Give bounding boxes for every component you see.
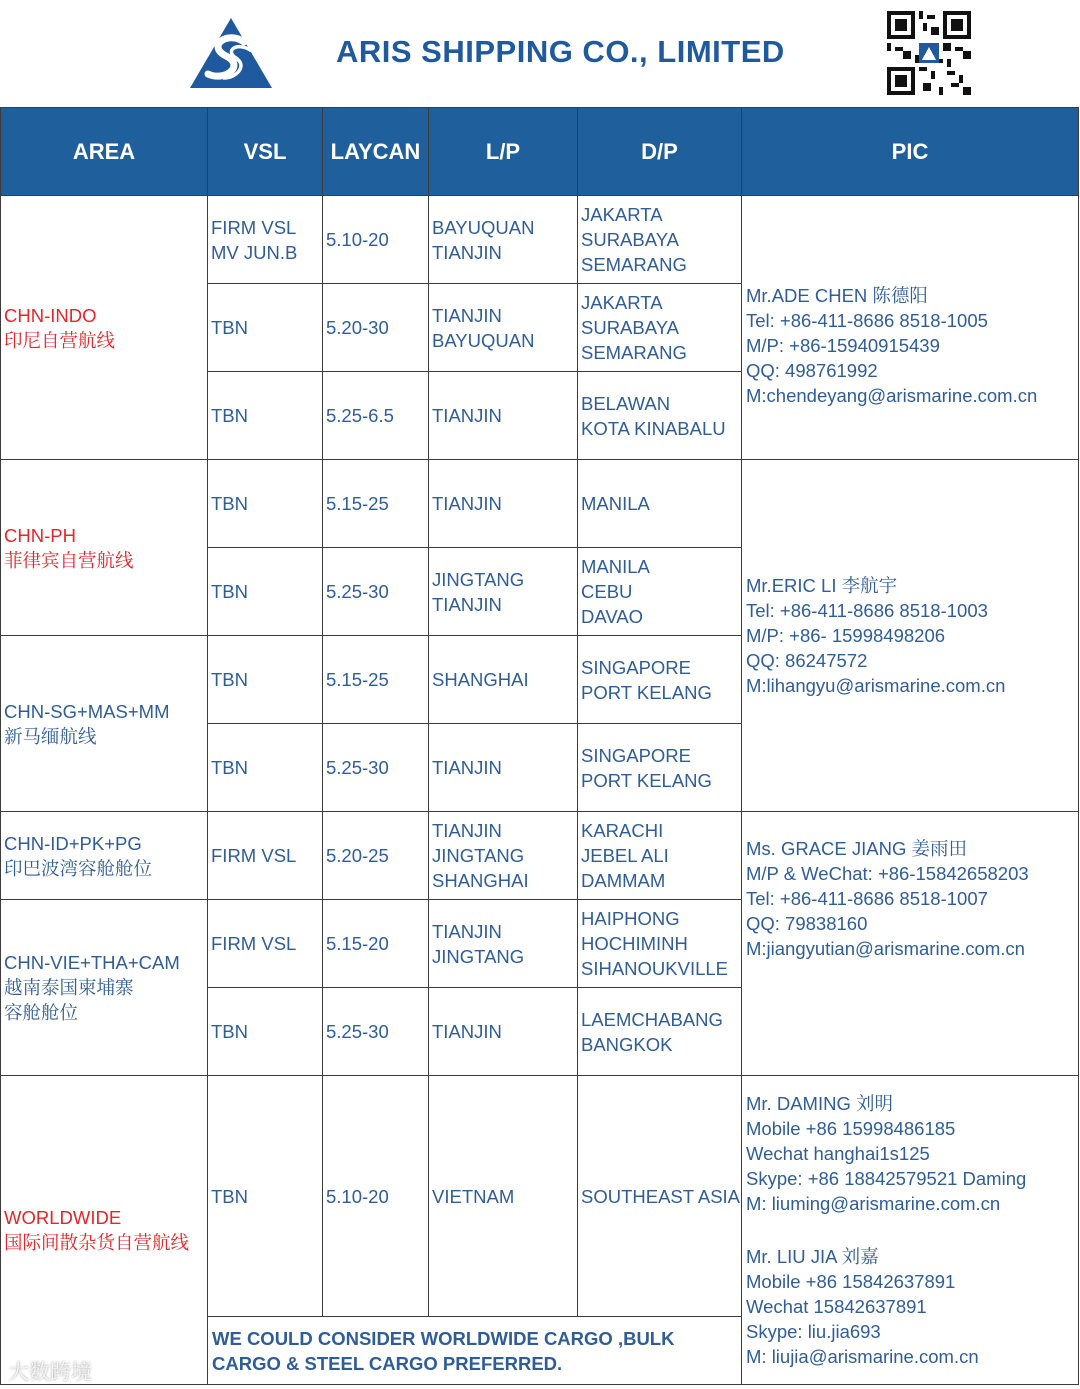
laycan-cell: 5.25-30: [326, 757, 389, 778]
area-route-cn: 国际间散杂货自营航线: [4, 1232, 190, 1253]
pic-name: Mr. DAMING 刘明: [746, 1093, 893, 1114]
pic-email: M: liuming@arismarine.com.cn: [746, 1193, 1001, 1214]
area-cell: [1, 812, 208, 900]
vsl-cell: TBN: [211, 1185, 248, 1207]
discharge-port-cell: LAEMCHABANG BANGKOK: [581, 1008, 723, 1055]
discharge-port-cell: BELAWAN KOTA KINABALU: [581, 392, 726, 439]
vsl-cell: TBN: [211, 317, 248, 338]
area-cell: [1, 900, 208, 1076]
loading-port-cell: TIANJIN: [432, 405, 502, 426]
pic-tel: Tel: +86-411-8686 8518-1005: [746, 310, 988, 331]
laycan-cell: 5.15-25: [326, 493, 389, 514]
area-route-cn: 越南泰国柬埔寨 容舱舱位: [4, 977, 134, 1023]
area-code: CHN-PH: [4, 524, 76, 546]
pic-cell: [742, 812, 1079, 1076]
company-logo-icon: [188, 16, 274, 90]
loading-port-cell: SHANGHAI: [432, 669, 529, 690]
pic-name-wrap: [746, 836, 1078, 1051]
pic-mobile: Mobile +86 15998486185: [746, 1118, 956, 1139]
area-cell: [1, 196, 208, 460]
column-header-dp: D/P: [578, 108, 742, 196]
vsl-cell: TBN: [211, 581, 248, 602]
discharge-port-cell: JAKARTA SURABAYA SEMARANG: [581, 204, 687, 275]
discharge-port-cell: SINGAPORE PORT KELANG: [581, 744, 712, 791]
laycan-cell: 5.20-30: [326, 317, 389, 338]
pic-email: M: liujia@arismarine.com.cn: [746, 1346, 979, 1367]
qr-code-icon: [887, 11, 971, 95]
discharge-port-cell: SINGAPORE PORT KELANG: [581, 656, 712, 703]
discharge-port-cell: HAIPHONG HOCHIMINH SIHANOUKVILLE: [581, 908, 729, 979]
pic-email: M:jiangyutian@arismarine.com.cn: [746, 938, 1025, 959]
pic-qq: QQ: 79838160: [746, 913, 868, 934]
pic-mobile: M/P: +86- 15998498206: [746, 625, 946, 646]
area-route-cn: 菲律宾自营航线: [4, 549, 134, 571]
table-row: [1, 460, 1079, 548]
area-code: CHN-VIE+THA+CAM: [4, 952, 180, 973]
loading-port-cell: TIANJIN: [432, 1021, 502, 1042]
discharge-port-cell: KARACHI JEBEL ALI DAMMAM: [581, 820, 669, 891]
pic-spacer: [746, 1216, 1078, 1244]
discharge-port-cell: JAKARTA SURABAYA SEMARANG: [581, 292, 687, 363]
page-header: [0, 0, 1080, 107]
area-cell: [1, 636, 208, 812]
vsl-cell: FIRM VSL MV JUN.B: [211, 216, 298, 263]
loading-port-cell: TIANJIN BAYUQUAN: [432, 304, 535, 351]
pic-wechat: Wechat 15842637891: [746, 1296, 927, 1317]
pic-wechat: Wechat hanghai1s125: [746, 1143, 930, 1164]
area-code: WORLDWIDE: [4, 1207, 122, 1228]
loading-port-cell: BAYUQUAN TIANJIN: [432, 216, 535, 263]
table-header-row: [1, 108, 1079, 196]
cargo-note: WE COULD CONSIDER WORLDWIDE CARGO ,BULK CARGO & STEEL CARGO PREFERRED.: [208, 1317, 742, 1385]
loading-port-cell: JINGTANG TIANJIN: [432, 568, 525, 615]
column-header-pic: PIC: [742, 108, 1079, 196]
pic-tel: Tel: +86-411-8686 8518-1007: [746, 888, 988, 909]
pic-email: M:lihangyu@arismarine.com.cn: [746, 675, 1006, 696]
discharge-port-cell: SOUTHEAST ASIA: [581, 1185, 741, 1207]
discharge-port-cell: MANILA: [581, 493, 650, 514]
area-code: CHN-INDO: [4, 304, 97, 326]
area-code: CHN-ID+PK+PG: [4, 832, 142, 854]
area-code: CHN-SG+MAS+MM: [4, 700, 170, 722]
laycan-cell: 5.10-20: [326, 229, 389, 250]
loading-port-cell: TIANJIN JINGTANG: [432, 920, 525, 967]
laycan-cell: 5.15-20: [326, 933, 389, 954]
laycan-cell: 5.25-30: [326, 1021, 389, 1042]
area-route-cn: 印巴波湾容舱舱位: [4, 857, 153, 879]
pic-name: Ms. GRACE JIANG 姜雨田: [746, 838, 967, 859]
company-name: ARIS SHIPPING CO., LIMITED: [336, 34, 785, 69]
laycan-cell: 5.10-20: [326, 1185, 389, 1207]
column-header-vsl: VSL: [208, 108, 323, 196]
loading-port-cell: TIANJIN: [432, 493, 502, 514]
pic-mobile: M/P & WeChat: +86-15842658203: [746, 863, 1029, 884]
pic-name: Mr.ERIC LI 李航宇: [746, 575, 898, 596]
pic-mobile: Mobile +86 15842637891: [746, 1271, 956, 1292]
column-header-area: AREA: [1, 108, 208, 196]
area-route-cn: 印尼自营航线: [4, 329, 116, 351]
pic-cell: [742, 460, 1079, 812]
vsl-cell: TBN: [211, 757, 248, 778]
pic-skype: Skype: +86 18842579521 Daming: [746, 1168, 1027, 1189]
laycan-cell: 5.20-25: [326, 845, 389, 866]
watermark-text: 大数跨境: [8, 1361, 92, 1384]
pic-name: Mr. LIU JIA 刘嘉: [746, 1246, 879, 1267]
area-route-cn: 新马缅航线: [4, 725, 97, 747]
pic-name: Mr.ADE CHEN 陈德阳: [746, 285, 928, 306]
loading-port-cell: TIANJIN JINGTANG SHANGHAI: [432, 820, 529, 891]
pic-qq: QQ: 86247572: [746, 650, 868, 671]
vsl-cell: FIRM VSL: [211, 845, 297, 866]
vsl-cell: FIRM VSL: [211, 933, 297, 954]
table-row: [1, 196, 1079, 284]
discharge-port-cell: MANILA CEBU DAVAO: [581, 556, 650, 627]
schedule-table: [0, 107, 1079, 1385]
vsl-cell: TBN: [211, 669, 248, 690]
pic-skype: Skype: liu.jia693: [746, 1321, 881, 1342]
laycan-cell: 5.25-30: [326, 581, 389, 602]
laycan-cell: 5.15-25: [326, 669, 389, 690]
pic-email: M:chendeyang@arismarine.com.cn: [746, 385, 1038, 406]
area-cell: [1, 1076, 208, 1385]
column-header-laycan: LAYCAN: [323, 108, 429, 196]
laycan-cell: 5.25-6.5: [326, 405, 394, 426]
table-row: [1, 812, 1079, 900]
vsl-cell: TBN: [211, 1021, 248, 1042]
loading-port-cell: TIANJIN: [432, 757, 502, 778]
pic-mobile: M/P: +86-15940915439: [746, 335, 940, 356]
vsl-cell: TBN: [211, 493, 248, 514]
pic-cell: [742, 196, 1079, 460]
loading-port-cell: VIETNAM: [432, 1185, 515, 1207]
table-row: [1, 1076, 1079, 1317]
vsl-cell: TBN: [211, 405, 248, 426]
area-cell: [1, 460, 208, 636]
column-header-lp: L/P: [429, 108, 578, 196]
pic-tel: Tel: +86-411-8686 8518-1003: [746, 600, 988, 621]
pic-cell: [742, 1076, 1079, 1385]
pic-qq: QQ: 498761992: [746, 360, 878, 381]
